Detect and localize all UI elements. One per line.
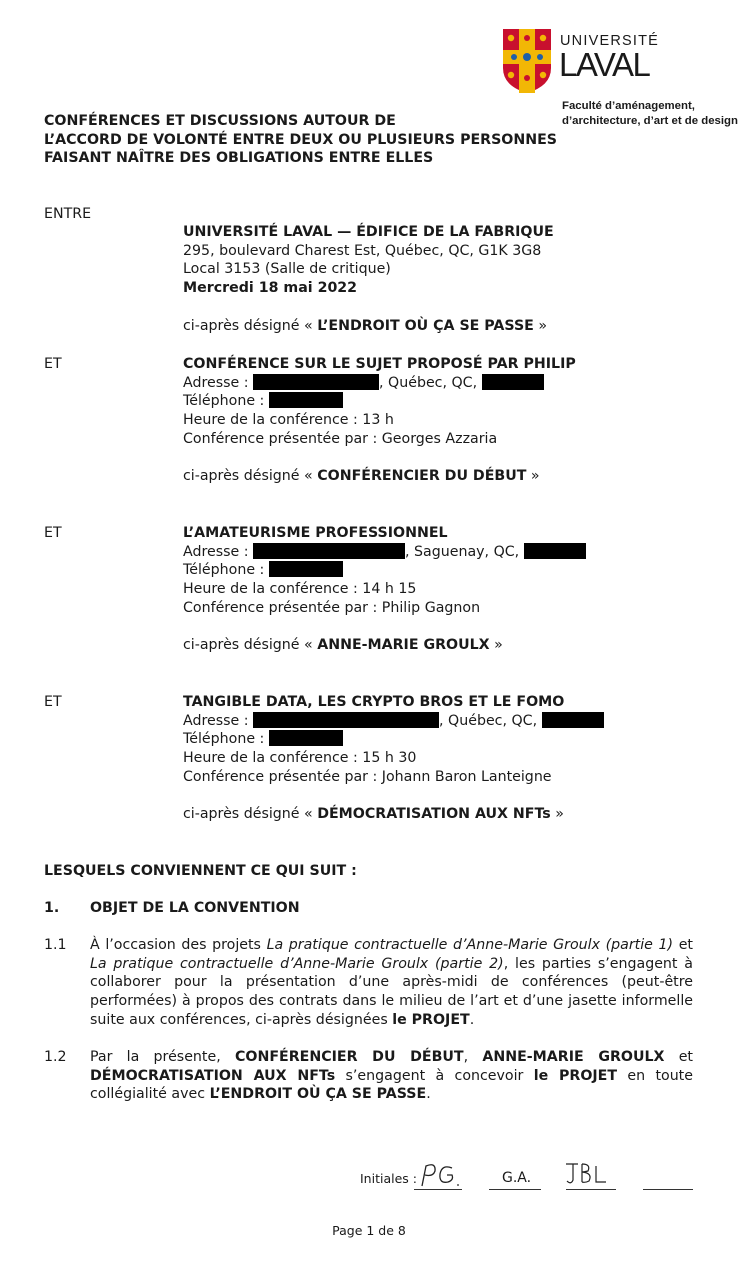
party-phone: Téléphone :: [183, 392, 703, 411]
redaction-bar: [253, 712, 439, 728]
party-time: Heure de la conférence : 15 h 30: [183, 750, 417, 767]
party-date: Mercredi 18 mai 2022: [183, 280, 358, 297]
party-name: TANGIBLE DATA, LES CRYPTO BROS ET LE FOMO: [183, 694, 565, 710]
initials-line: [643, 1189, 693, 1190]
party-name: CONFÉRENCE SUR LE SUJET PROPOSÉ PAR PHILIP: [183, 356, 576, 372]
redaction-bar: [524, 543, 586, 559]
party-name: UNIVERSITÉ LAVAL — ÉDIFICE DE LA FABRIQUE: [183, 224, 554, 240]
party-address: 295, boulevard Charest Est, Québec, QC, G1K 3G8: [183, 242, 542, 259]
party-time: Heure de la conférence : 13 h: [183, 412, 394, 429]
title-line-2: L’ACCORD DE VOLONTÉ ENTRE DEUX OU PLUSIEURS PERSONNES: [44, 131, 558, 148]
party-address: Adresse : , Québec, QC,: [183, 374, 703, 393]
party-designation: ci-après désigné « DÉMOCRATISATION AUX NFTs »: [183, 806, 564, 823]
paragraph-number: 1.2: [44, 1049, 67, 1065]
logo-laval-text: LAVAL: [559, 46, 650, 83]
party-presenter: Conférence présentée par : Philip Gagnon: [183, 599, 481, 616]
party-address: Adresse : , Saguenay, QC,: [183, 543, 703, 562]
party-speaker-2: [183, 524, 703, 655]
party-address: Adresse : , Québec, QC,: [183, 712, 703, 731]
faculty-line-2: d’architecture, d’art et de design: [562, 114, 738, 127]
handwritten-initials-pg: [418, 1160, 462, 1190]
redaction-bar: [253, 374, 379, 390]
redaction-bar: [482, 374, 544, 390]
section-title: OBJET DE LA CONVENTION: [90, 900, 300, 916]
redaction-bar: [269, 561, 343, 577]
party-designation: ci-après désigné « L’ENDROIT OÙ ÇA SE PASSE »: [183, 317, 548, 334]
initials-line: [489, 1189, 541, 1190]
typed-initials: G.A.: [502, 1170, 532, 1186]
party-designation: ci-après désigné « ANNE-MARIE GROULX »: [183, 637, 503, 654]
title-line-1: CONFÉRENCES ET DISCUSSIONS AUTOUR DE: [44, 113, 396, 129]
initials-line: [566, 1189, 616, 1190]
party-phone: Téléphone :: [183, 730, 703, 749]
university-logo: [502, 28, 662, 96]
party-label-entre: ENTRE: [44, 206, 92, 222]
faculty-line-1: Faculté d’aménagement,: [562, 100, 695, 112]
party-local: Local 3153 (Salle de critique): [183, 261, 391, 278]
initials-line: [414, 1189, 462, 1190]
redaction-bar: [269, 392, 343, 408]
party-label-et: ET: [44, 694, 62, 710]
party-label-et: ET: [44, 356, 62, 372]
party-label-et: ET: [44, 525, 62, 541]
party-time: Heure de la conférence : 14 h 15: [183, 581, 417, 598]
document-title: [44, 112, 557, 168]
faculty-name: [562, 99, 738, 128]
party-designation: ci-après désigné « CONFÉRENCIER DU DÉBUT »: [183, 468, 540, 485]
party-presenter: Conférence présentée par : Georges Azzaria: [183, 430, 498, 447]
redaction-bar: [269, 730, 343, 746]
paragraph-1-1: À l’occasion des projets La pratique contractuelle d’Anne-Marie Groulx (partie 1) et La pratique contractuelle d’Anne-Marie Groulx (partie 2), les parties s’engagent à collaborer pour la présentation d’une après-midi de conférences (peut-être performées) à propos des contrats dans le milieu de l’art et d’une jasette informelle suite aux conférences, ci-après désignées le PROJET.: [90, 937, 693, 1028]
initials-label: Initiales :: [360, 1171, 417, 1186]
section-number: 1.: [44, 900, 60, 916]
paragraph-number: 1.1: [44, 937, 67, 953]
logo-universite-text: UNIVERSITÉ: [560, 33, 660, 49]
university-shield-icon: [502, 28, 552, 94]
party-speaker-3: [183, 693, 703, 824]
party-name: L’AMATEURISME PROFESSIONNEL: [183, 525, 448, 541]
party-presenter: Conférence présentée par : Johann Baron Lanteigne: [183, 768, 552, 785]
handwritten-initials-jbl: [563, 1160, 609, 1188]
party-phone: Téléphone :: [183, 561, 703, 580]
party-speaker-1: [183, 355, 703, 486]
redaction-bar: [253, 543, 405, 559]
title-line-3: FAISANT NAÎTRE DES OBLIGATIONS ENTRE ELLES: [44, 150, 434, 167]
paragraph-1-2: Par la présente, CONFÉRENCIER DU DÉBUT, ANNE-MARIE GROULX et DÉMOCRATISATION AUX NFTs s’engagent à concevoir le PROJET en toute collégialité avec L’ENDROIT OÙ ÇA SE PASSE.: [90, 1049, 693, 1103]
agreement-heading: LESQUELS CONVIENNENT CE QUI SUIT :: [44, 863, 357, 879]
redaction-bar: [542, 712, 604, 728]
party-venue: [183, 223, 703, 335]
page-number: Page 1 de 8: [332, 1223, 406, 1238]
